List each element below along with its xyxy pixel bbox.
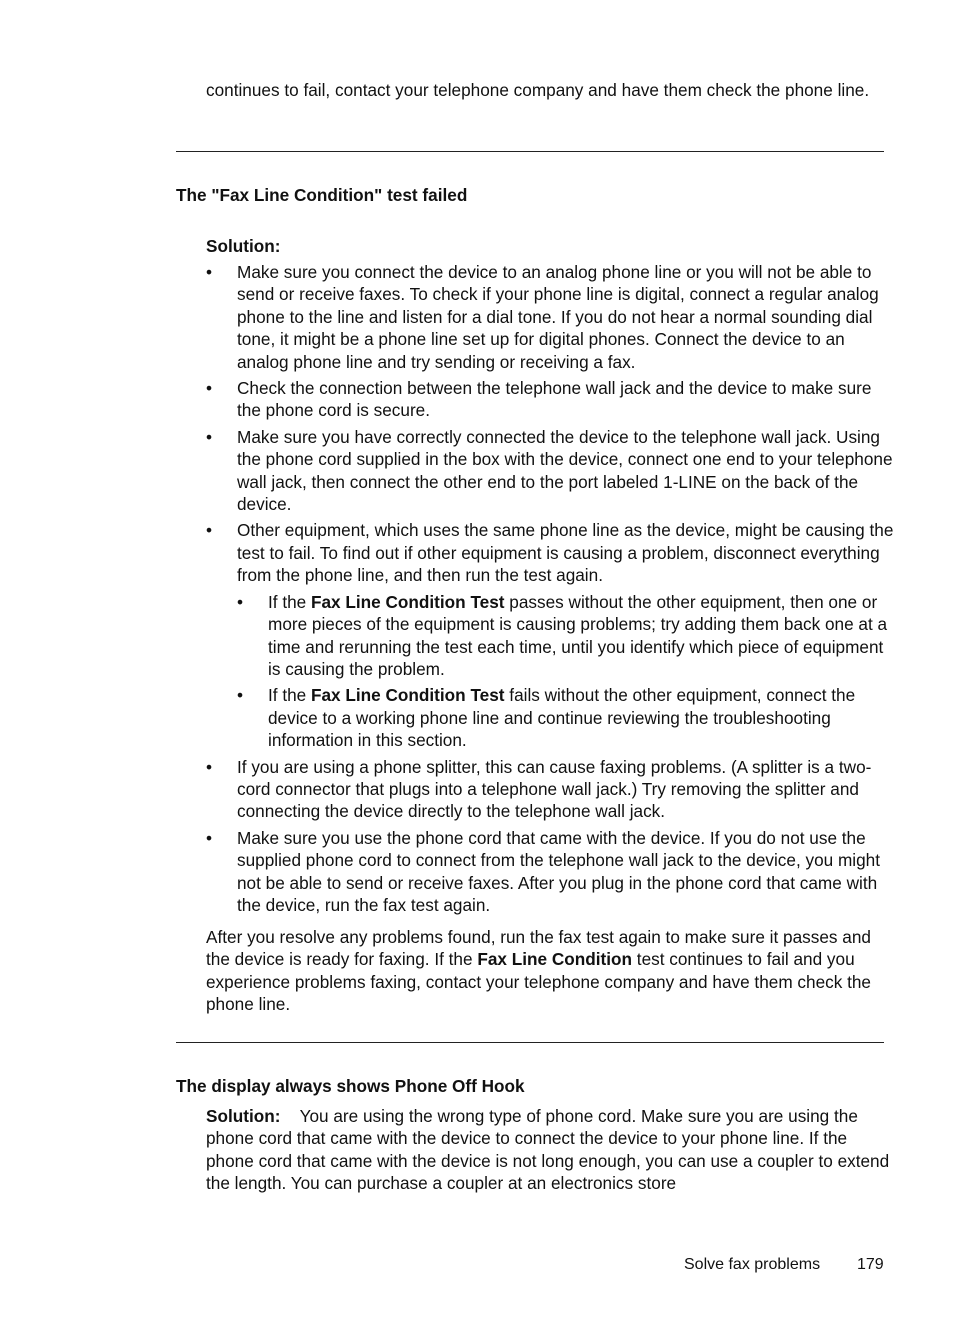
list-item-text: Other equipment, which uses the same phone line as the device, might be causing the test to fail. To find out if other equipment is causing a problem, disconnect everything from the phone line, and then run the test again. <box>237 520 894 586</box>
sub-item-pre: If the <box>268 591 311 612</box>
solution-list <box>206 261 896 920</box>
list-item <box>206 377 896 422</box>
list-item <box>206 756 896 823</box>
list-item <box>206 426 896 516</box>
solution-label: Solution: <box>206 236 281 256</box>
sub-item-pre: If the <box>268 685 311 706</box>
section-heading: The "Fax Line Condition" test failed <box>176 185 468 205</box>
list-item-text: Make sure you connect the device to an analog phone line or you will not be able to send or receive faxes. To check if your phone line is digital, connect a regular analog phone to the line and listen for a dial tone. If you do not hear a normal sounding dial tone, it might be a phone line set up for digital phones. Connect the device to an analog phone line and try sending or receiving a fax. <box>237 262 879 372</box>
list-item-text: Make sure you use the phone cord that came with the device. If you do not use the supplied phone cord to connect from the telephone wall jack to the device, you might not be able to send or receive faxes. After you plug in the phone cord that came with the device, run the fax test again. <box>237 827 881 915</box>
sub-list-item <box>237 684 896 751</box>
closing-bold: Fax Line Condition <box>477 949 633 970</box>
list-item-text: Make sure you have correctly connected the device to the telephone wall jack. Using the phone cord supplied in the box with the device, connect one end to your telephone wall jack, then connect the other end to the port labeled 1-LINE on the back of the device. <box>237 426 893 515</box>
closing-paragraph <box>206 926 896 1016</box>
list-item <box>206 827 896 917</box>
intro-paragraph: continues to fail, contact your telephone company and have them check the phone line. <box>206 80 870 100</box>
page-number: 179 <box>857 1256 884 1273</box>
sub-item-bold: Fax Line Condition Test <box>311 591 505 612</box>
closing-pre: After you resolve any problems found, run the fax test again to make sure it passes and the device is ready for faxing. If the <box>206 927 871 970</box>
sub-item-post: passes without the other equipment, then one or more pieces of the equipment is causing problems; try adding them back one at a time and rerunning the test each time, until you identify which piece of equipment is causing the problem. <box>268 591 888 679</box>
solution-text: You are using the wrong type of phone cord. Make sure you are using the phone cord that came with the device to connect the device to your phone line. If the phone cord that came with the device is not long enough, you can use a coupler to extend the length. You can purchase a coupler at an electronics store <box>206 1106 890 1194</box>
list-item <box>206 519 896 751</box>
list-item-text: If you are using a phone splitter, this can cause faxing problems. (A splitter is a two-cord connector that plugs into a telephone wall jack.) Try removing the splitter and connecting the device directly to the telephone wall jack. <box>237 756 872 822</box>
list-item <box>206 261 896 373</box>
section-heading: The display always shows Phone Off Hook <box>176 1076 525 1096</box>
list-item-text: Check the connection between the telephone wall jack and the device to make sure the phone cord is secure. <box>237 378 872 421</box>
section-divider <box>176 1042 884 1043</box>
closing-post: test continues to fail and you experience problems faxing, contact your telephone company and have them check the phone line. <box>206 949 871 1015</box>
sub-item-bold: Fax Line Condition Test <box>311 685 505 706</box>
section-divider <box>176 151 884 152</box>
footer-section-title: Solve fax problems <box>684 1256 821 1273</box>
sub-list-item <box>237 591 896 681</box>
sub-list <box>237 591 896 752</box>
solution-paragraph <box>206 1105 896 1195</box>
solution-label: Solution: <box>206 1106 281 1126</box>
sub-item-post: fails without the other equipment, connect the device to a working phone line and continue reviewing the troubleshooting information in this section. <box>268 685 856 751</box>
